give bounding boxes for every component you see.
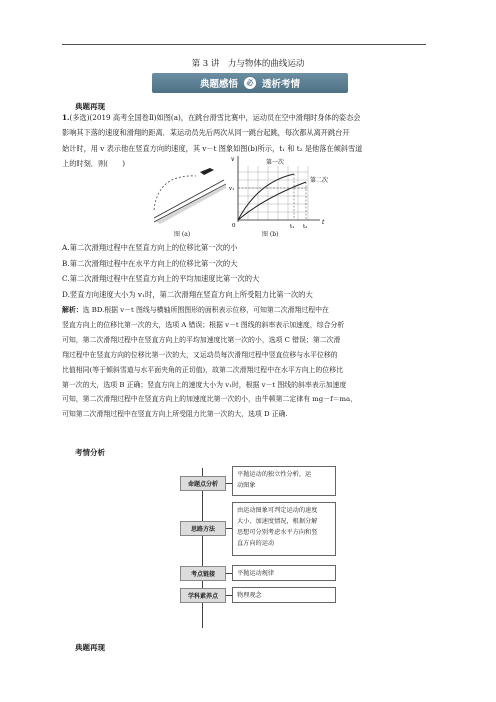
flowchart-text: 思想可分别考虑水平方向和竖: [237, 529, 318, 536]
flowchart-text: 直方向的运动: [237, 540, 275, 547]
slope-line-lower: [154, 184, 226, 222]
section-heading-classic-2: 典题再现: [75, 643, 105, 652]
section-heading-classic: 典题再现: [75, 102, 105, 111]
analysis-line-3: 翔过程中在竖直方向的位移比第一次的大，又运动员每次滑翔过程中竖直位移与水平位移的: [62, 350, 338, 359]
slope-ground: [156, 184, 226, 224]
origin-label: 0: [232, 223, 236, 229]
slope-line: [154, 180, 224, 218]
analysis-line-4: 比值相同(等于倾斜雪道与水平面夹角的正切值)，故第二次滑翔过程中在水平方向上的位移比: [62, 365, 343, 374]
section-banner: [152, 73, 348, 93]
v1-label: v₁: [229, 186, 235, 192]
question-line-1: 影响其下落的速度和滑翔的距离．某运动员先后两次从同一跳台起跳，每次都从离开跳台开: [62, 128, 350, 138]
choice-b: B.第二次滑翔过程中在水平方向上的位移比第一次的大: [62, 258, 238, 268]
flowchart-label-literacy: 学科素养点: [180, 588, 226, 603]
question-line-3: 上的时刻．则( ): [62, 159, 126, 169]
flowchart-box-proposition: [232, 466, 336, 496]
question-line-0: 如图(a)，在跳台滑雪比赛中，运动员在空中滑翔时身体的姿态会: [156, 113, 361, 122]
v-axis-label: v: [231, 156, 235, 163]
flowchart-label-link: 考点链接: [180, 566, 226, 581]
t2-label: t₂: [303, 224, 308, 230]
flowchart-text: 平抛运动的独立性分析，运: [237, 471, 312, 478]
t-axis-label: t: [322, 219, 325, 226]
flowchart-box-method: [232, 502, 336, 556]
flowchart-box-literacy: [232, 587, 336, 603]
t1-label: t₁: [290, 224, 295, 230]
top-rule: [62, 44, 426, 45]
answer-choices: [62, 240, 434, 302]
first-curve-label: 第一次: [266, 159, 285, 166]
analysis-lead: 解析：: [62, 306, 83, 314]
analysis-text: [62, 303, 434, 422]
analysis-line-0: [62, 303, 434, 318]
choice-c: C.第二次滑翔过程中在竖直方向上的平均加速度比第一次的大: [62, 274, 260, 284]
banner-badge: 必: [244, 77, 256, 89]
question-line-2: 始计时，用 v 表示他在竖直方向的速度，其 v－t 图象如图(b)所示，t₁ 和 t₂ 是他落在倾斜雪道: [62, 143, 363, 153]
analysis-line-7: 可知第二次滑翔过程中在竖直方向上所受阻力比第一次的大，选项 D 正确.: [62, 410, 288, 419]
flowchart-text: 物理观念: [237, 592, 262, 599]
second-curve-label: 第二次: [310, 177, 329, 184]
analysis-line-2: 可知，第二次滑翔过程中在竖直方向上的平均加速度比第一次的小，选项 C 错误；第二次滑: [62, 335, 341, 344]
choice-d: D.竖直方向速度大小为 v₁时，第二次滑翔在竖直方向上所受阻力比第一次的大: [62, 289, 313, 299]
figure-a-ski-jump: [150, 152, 230, 234]
flowchart-label-proposition: 命题点分析: [180, 476, 226, 491]
figure-b-caption: 图 (b): [262, 231, 279, 238]
question-tag: (多选)(2019 高考全国卷Ⅱ): [69, 113, 157, 122]
figure-a-caption: 图 (a): [174, 231, 191, 238]
analysis-line-0-text: 选 BD.根据 v－t 图线与横轴所围图形的面积表示位移，可知第二次滑翔过程中在: [82, 306, 329, 314]
banner-right-text: 透析考情: [262, 79, 301, 90]
analysis-line-1: 竖直方向上的位移比第一次的大，选项 A 错误；根据 v－t 图线的斜率表示加速度，综合分析: [62, 320, 345, 329]
flowchart-spine: [202, 468, 203, 628]
question-number: 1.: [62, 113, 70, 122]
flowchart-text: 动图象: [237, 482, 256, 489]
flowchart-label-method: 思路方法: [180, 521, 226, 536]
analysis-line-5: 第一次的大，选项 B 正确；竖直方向上的速度大小为 v₁时，根据 v－t 图线的斜率表示加速度: [62, 380, 347, 389]
question-line: [62, 110, 434, 125]
figure-b-vt-graph: [228, 152, 332, 234]
flowchart-text: 由运动图象可判定运动的速度: [237, 507, 318, 514]
analysis-line-6: 可知，第二次滑翔过程中在竖直方向上的加速度比第一次的小，由牛顿第二定律有 mg－f＝ma，: [62, 395, 358, 404]
skier-icon: [200, 168, 214, 175]
flowchart-text: 大小、加速度情况，根据分解: [237, 518, 318, 525]
flowchart-box-link: [232, 565, 336, 581]
flowchart-text: 平抛运动规律: [237, 570, 275, 577]
lesson-title: 第 3 讲 力与物体的曲线运动: [191, 59, 305, 69]
choice-a: A.第二次滑翔过程中在竖直方向上的位移比第一次的小: [62, 243, 238, 252]
banner-left-text: 典题感悟: [199, 79, 238, 90]
section-heading-analysis: 考情分析: [75, 448, 105, 457]
